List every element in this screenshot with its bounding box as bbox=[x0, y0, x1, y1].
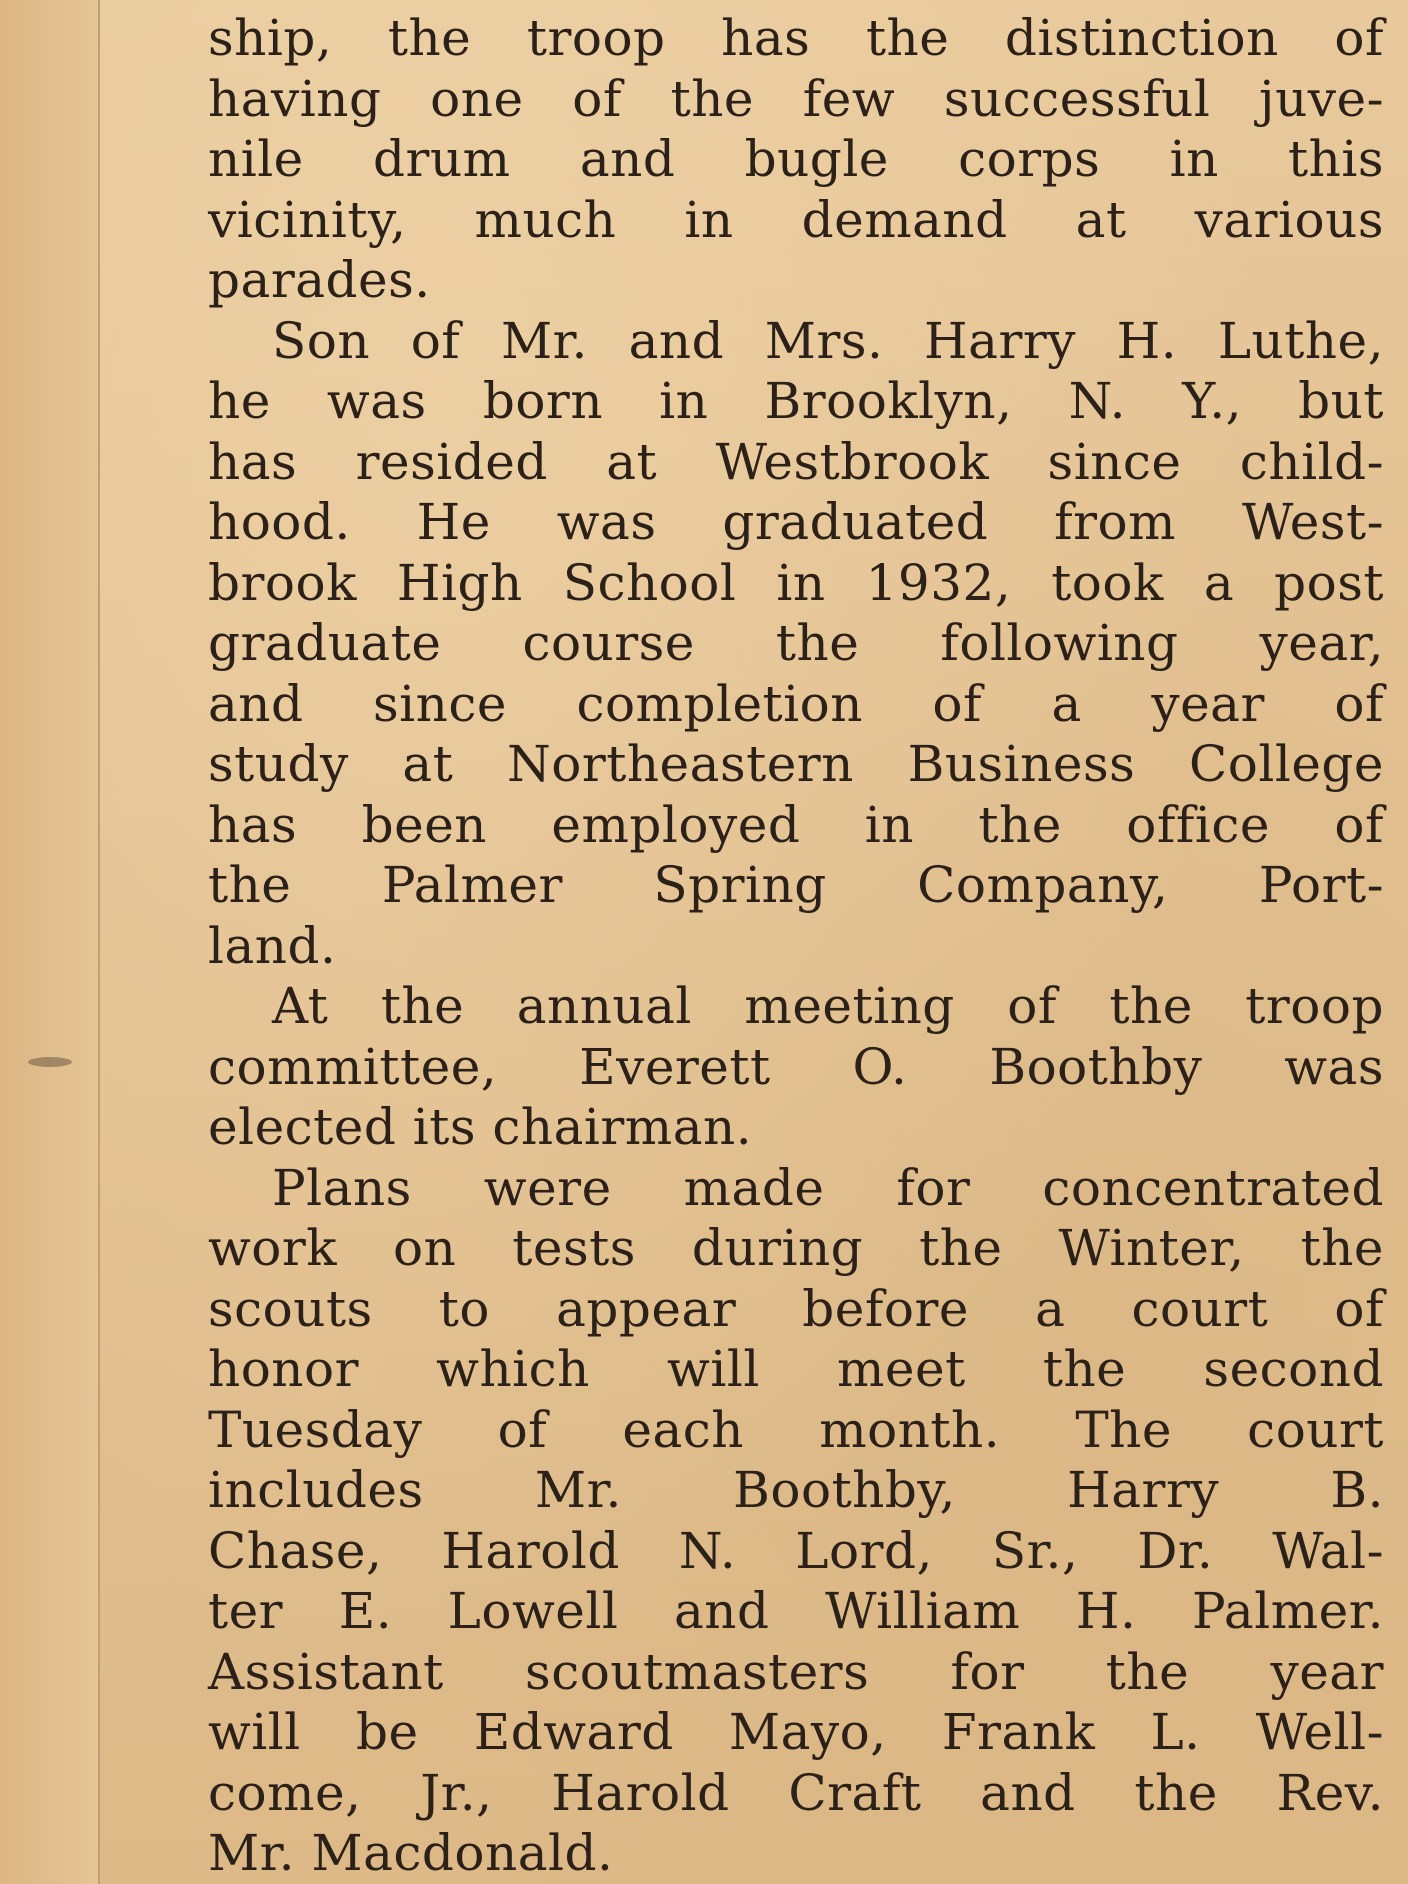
text-line: vicinity, much in demand at various bbox=[208, 190, 1384, 249]
text-line: Chase, Harold N. Lord, Sr., Dr. Wal- bbox=[208, 1521, 1384, 1580]
text-line: has resided at Westbrook since child- bbox=[208, 432, 1384, 491]
text-line: Mr. Macdonald. bbox=[208, 1824, 614, 1882]
paragraph-3 bbox=[208, 976, 1384, 1158]
text-line: come, Jr., Harold Craft and the Rev. bbox=[208, 1763, 1384, 1822]
text-line: the Palmer Spring Company, Port- bbox=[208, 856, 1384, 914]
text-line: graduate course the following year, bbox=[208, 614, 1384, 672]
text-line: honor which will meet the second bbox=[208, 1340, 1384, 1398]
text-line: Plans were made for concentrated bbox=[272, 1158, 1384, 1217]
text-line: Assistant scoutmasters for the year bbox=[208, 1642, 1384, 1701]
text-line: Tuesday of each month. The court bbox=[208, 1400, 1384, 1459]
article-body bbox=[208, 8, 1384, 1882]
text-line: scouts to appear before a court of bbox=[208, 1279, 1384, 1338]
text-line: hood. He was graduated from West- bbox=[208, 493, 1384, 551]
text-line: has been employed in the office of bbox=[208, 795, 1384, 854]
paragraph-1 bbox=[208, 8, 1384, 311]
column-rule bbox=[98, 0, 100, 1884]
text-line: nile drum and bugle corps in this bbox=[208, 130, 1384, 188]
paragraph-2 bbox=[208, 311, 1384, 977]
text-line: study at Northeastern Business College bbox=[208, 735, 1384, 793]
text-line: Son of Mr. and Mrs. Harry H. Luthe, bbox=[272, 311, 1384, 370]
text-line: having one of the few successful juve- bbox=[208, 69, 1384, 128]
text-line: ter E. Lowell and William H. Palmer. bbox=[208, 1582, 1384, 1640]
paragraph-4 bbox=[208, 1158, 1384, 1884]
margin-smudge bbox=[28, 1057, 72, 1067]
text-line: brook High School in 1932, took a post bbox=[208, 553, 1384, 612]
text-line: he was born in Brooklyn, N. Y., but bbox=[208, 372, 1384, 430]
text-line: At the annual meeting of the troop bbox=[272, 977, 1384, 1035]
text-line: committee, Everett O. Boothby was bbox=[208, 1037, 1384, 1096]
text-line: will be Edward Mayo, Frank L. Well- bbox=[208, 1703, 1384, 1761]
text-line: ship, the troop has the distinction of bbox=[208, 9, 1384, 67]
text-line: parades. bbox=[208, 251, 431, 309]
text-line: elected its chairman. bbox=[208, 1098, 753, 1156]
left-margin bbox=[0, 0, 100, 1884]
text-line: includes Mr. Boothby, Harry B. bbox=[208, 1461, 1384, 1519]
text-line: work on tests during the Winter, the bbox=[208, 1219, 1384, 1277]
text-line: and since completion of a year of bbox=[208, 674, 1384, 733]
text-line: land. bbox=[208, 916, 337, 975]
